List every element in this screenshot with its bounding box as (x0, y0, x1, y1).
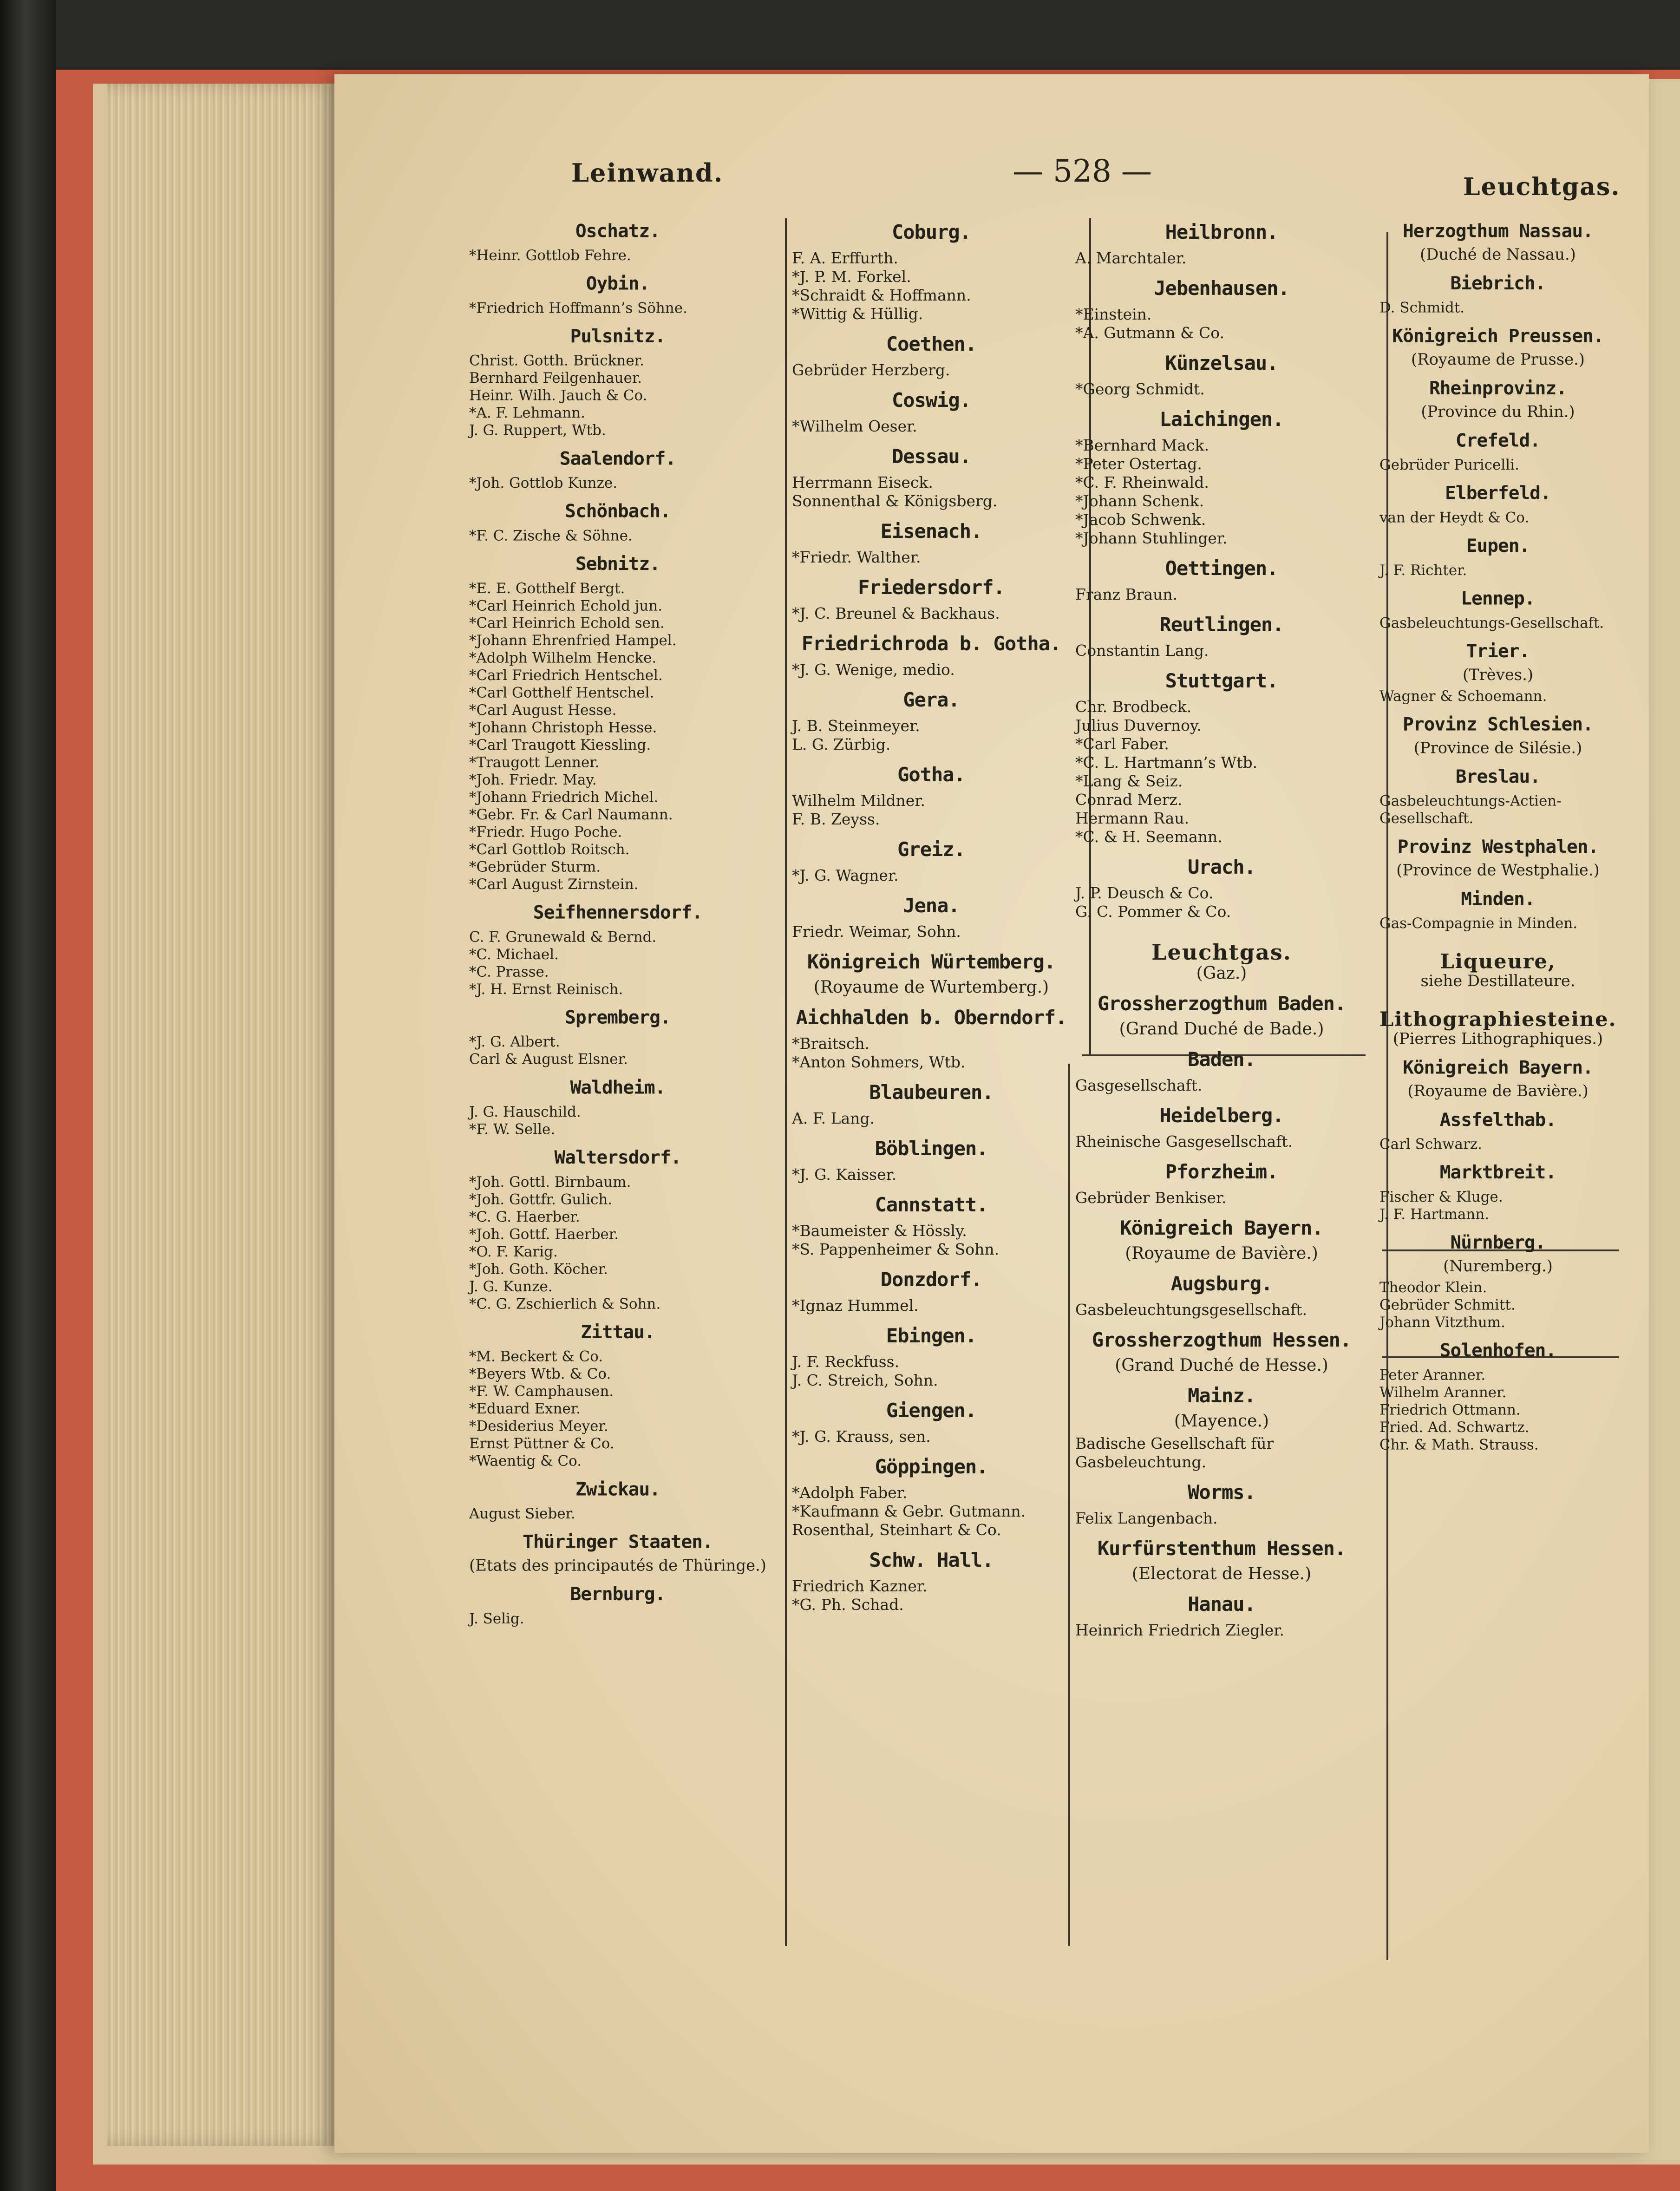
town-subheading: (Province de Westphalie.) (1396, 861, 1600, 880)
firm-entry: *C. & H. Seemann. (1075, 828, 1222, 846)
firm-entry: G. C. Pommer & Co. (1075, 903, 1231, 921)
firm-entry: *A. F. Lehmann. (469, 404, 585, 421)
firm-entry: *Carl Traugott Kiessling. (469, 736, 651, 753)
firm-entry: Sonnenthal & Königsberg. (792, 492, 998, 510)
firm-entry: *Lang & Seiz. (1075, 772, 1183, 790)
town-heading: Grossherzogthum Hessen. (1092, 1328, 1352, 1351)
firm-entry: *Friedrich Hoffmann’s Söhne. (469, 299, 687, 316)
firm-entry: *Carl August Zirnstein. (469, 875, 639, 893)
firm-entry: Friedrich Kazner. (792, 1577, 928, 1595)
town-heading: Coswig. (891, 389, 971, 412)
firm-entry: J. F. Hartmann. (1379, 1205, 1490, 1223)
firm-entry: Fischer & Kluge. (1379, 1188, 1503, 1205)
firm-entry: Fried. Ad. Schwartz. (1379, 1418, 1530, 1436)
firm-entry: *F. W. Selle. (469, 1120, 556, 1138)
town-heading: Pulsnitz. (570, 325, 666, 347)
town-heading: Rheinprovinz. (1429, 377, 1567, 399)
town-heading: Provinz Schlesien. (1403, 713, 1593, 735)
town-heading: Baden. (1188, 1048, 1255, 1071)
firm-entry: Wagner & Schoemann. (1379, 687, 1547, 705)
firm-entry: J. Selig. (469, 1609, 524, 1627)
town-subheading: (Province de Silésie.) (1413, 739, 1582, 757)
town-heading: Königreich Bayern. (1403, 1056, 1593, 1078)
town-heading: Sebnitz. (575, 553, 660, 575)
firm-entry: J. C. Streich, Sohn. (792, 1371, 938, 1389)
town-heading: Marktbreit. (1439, 1161, 1556, 1183)
town-heading: Saalendorf. (559, 447, 676, 469)
town-subheading: (Grand Duché de Bade.) (1119, 1020, 1324, 1039)
firm-entry: *Waentig & Co. (469, 1452, 582, 1470)
town-heading: Jena. (903, 894, 960, 917)
firm-entry: Hermann Rau. (1075, 809, 1190, 827)
firm-entry: Gasbeleuchtungs-Gesellschaft. (1379, 614, 1604, 631)
firm-entry: *Carl Friedrich Hentschel. (469, 667, 663, 684)
entry-note: Gasbeleuchtungs-Actien-Gesellschaft. (1379, 792, 1562, 827)
firm-entry: *Carl August Hesse. (469, 701, 617, 719)
town-heading: Heilbronn. (1165, 221, 1278, 243)
firm-entry: Gasgesellschaft. (1075, 1076, 1203, 1094)
firm-entry: D. Schmidt. (1379, 299, 1465, 316)
section-liqueure-subtitle: siehe Destillateure. (1420, 972, 1575, 990)
firm-entry: *Carl Heinrich Echold jun. (469, 597, 663, 614)
town-heading: Seifhennersdorf. (533, 902, 703, 923)
town-heading: Waldheim. (570, 1076, 666, 1098)
town-heading: Oybin. (586, 273, 650, 294)
firm-entry: Wilhelm Aranner. (1379, 1383, 1507, 1401)
town-subheading: (Royaume de Wurtemberg.) (813, 978, 1049, 997)
firm-entry: Heinr. Wilh. Jauch & Co. (469, 386, 647, 404)
firm-entry: *Johann Ehrenfried Hampel. (469, 632, 677, 649)
firm-entry: *Braitsch. (792, 1034, 870, 1053)
firm-entry: *Carl Heinrich Echold sen. (469, 614, 665, 632)
town-heading: Waltersdorf. (554, 1146, 681, 1168)
town-heading: Reutlingen. (1159, 613, 1284, 636)
firm-entry: Gebrüder Herzberg. (792, 361, 950, 379)
firm-entry: *C. Prasse. (469, 963, 549, 980)
firm-entry: *J. G. Albert. (469, 1033, 560, 1050)
column-2 (792, 211, 1071, 1614)
town-subheading: (Electorat de Hesse.) (1131, 1564, 1312, 1583)
column-4 (1379, 211, 1616, 1453)
town-heading: Blaubeuren. (869, 1081, 994, 1104)
firm-entry: L. G. Zürbig. (792, 735, 891, 753)
firm-entry: *C. G. Haerber. (469, 1208, 580, 1225)
town-heading: Göppingen. (875, 1455, 988, 1478)
town-heading: Künzelsau. (1165, 352, 1278, 374)
firm-entry: *Carl Gottlob Roitsch. (469, 840, 630, 858)
firm-entry: Franz Braun. (1075, 585, 1178, 603)
firm-entry: van der Heydt & Co. (1379, 509, 1530, 526)
firm-entry: *Schraidt & Hoffmann. (792, 286, 971, 304)
firm-entry: *Joh. Gottfr. Gulich. (469, 1190, 613, 1208)
section-liqueure-title: Liqueure, (1440, 949, 1556, 973)
town-subheading: (Royaume de Prusse.) (1411, 351, 1585, 369)
section-lithographiesteine-subtitle: (Pierres Lithographiques.) (1392, 1030, 1603, 1048)
firm-entry: F. A. Erffurth. (792, 249, 898, 267)
firm-entry: *Johann Friedrich Michel. (469, 788, 659, 806)
firm-entry: *C. Michael. (469, 945, 559, 963)
town-heading: Böblingen. (875, 1137, 988, 1160)
town-heading: Minden. (1461, 888, 1535, 909)
firm-entry: *Einstein. (1075, 305, 1152, 323)
firm-entry: A. Marchtaler. (1075, 249, 1187, 267)
town-heading: Coethen. (886, 333, 977, 355)
firm-entry: A. F. Lang. (792, 1109, 875, 1127)
town-heading: Coburg. (891, 221, 971, 243)
town-heading: Cannstatt. (875, 1193, 988, 1216)
firm-entry: J. G. Hauschild. (469, 1103, 581, 1120)
town-heading: Eisenach. (880, 520, 982, 543)
firm-entry: Chr. & Math. Strauss. (1379, 1436, 1539, 1453)
firm-entry: *Bernhard Mack. (1075, 436, 1209, 454)
firm-entry: *Johann Stuhlinger. (1075, 529, 1228, 547)
firm-entry: *Traugott Lenner. (469, 753, 600, 771)
town-heading: Königreich Preussen. (1392, 325, 1604, 347)
firm-entry: *Adolph Wilhelm Hencke. (469, 649, 657, 667)
town-subheading: (Royaume de Bavière.) (1407, 1082, 1588, 1100)
firm-entry: *C. L. Hartmann’s Wtb. (1075, 753, 1258, 772)
firm-entry: Rheinische Gasgesellschaft. (1075, 1132, 1293, 1151)
firm-entry: *Anton Sohmers, Wtb. (792, 1053, 966, 1071)
firm-entry: *Joh. Gottf. Haerber. (469, 1225, 619, 1243)
firm-entry: *Jacob Schwenk. (1075, 510, 1206, 529)
firm-entry: *Peter Ostertag. (1075, 455, 1202, 473)
firm-entry: Gebrüder Puricelli. (1379, 456, 1519, 473)
firm-entry: *J. G. Krauss, sen. (792, 1427, 931, 1445)
column-1 (469, 211, 766, 1627)
town-heading: Breslau. (1455, 765, 1541, 787)
firm-entry: Felix Langenbach. (1075, 1509, 1218, 1527)
firm-entry: *F. C. Zische & Söhne. (469, 527, 633, 544)
town-heading: Trier. (1466, 640, 1530, 662)
firm-entry: J. G. Ruppert, Wtb. (469, 421, 606, 439)
firm-entry: *Gebr. Fr. & Carl Naumann. (469, 806, 673, 823)
firm-entry: *Carl Faber. (1075, 735, 1169, 753)
town-heading: Königreich Bayern. (1120, 1216, 1323, 1239)
town-heading: Urach. (1188, 856, 1255, 878)
firm-entry: *O. F. Karig. (469, 1243, 558, 1260)
town-heading: Stuttgart. (1165, 669, 1278, 692)
town-heading: Lennep. (1461, 588, 1535, 609)
town-heading: Hanau. (1188, 1593, 1255, 1615)
firm-entry: *Kaufmann & Gebr. Gutmann. (792, 1502, 1026, 1520)
town-heading: Königreich Würtemberg. (807, 950, 1056, 973)
firm-entry: *Wilhelm Oeser. (792, 417, 917, 435)
firm-entry: *Friedr. Hugo Poche. (469, 823, 622, 841)
town-heading: Biebrich. (1450, 272, 1546, 294)
town-heading: Kurfürstenthum Hessen. (1097, 1537, 1346, 1560)
town-heading: Donzdorf. (880, 1268, 982, 1291)
firm-entry: *Friedr. Walther. (792, 548, 921, 566)
firm-entry: *C. F. Rheinwald. (1075, 473, 1209, 491)
town-heading: Heidelberg. (1159, 1104, 1284, 1127)
town-heading: Giengen. (886, 1399, 977, 1422)
town-subheading: (Duché de Nassau.) (1420, 246, 1576, 264)
firm-entry: Wilhelm Mildner. (792, 791, 926, 810)
firm-entry: *Johann Schenk. (1075, 492, 1204, 510)
town-subheading: (Trèves.) (1462, 666, 1534, 684)
firm-entry: August Sieber. (469, 1504, 575, 1522)
firm-entry: Heinrich Friedrich Ziegler. (1075, 1621, 1284, 1639)
firm-entry: Peter Aranner. (1379, 1366, 1486, 1383)
town-heading: Worms. (1188, 1481, 1255, 1504)
firm-entry: *S. Pappenheimer & Sohn. (792, 1240, 1000, 1258)
town-heading: Gera. (903, 688, 960, 711)
town-subheading: (Etats des principautés de Thüringe.) (469, 1557, 766, 1575)
firm-entry: Johann Vitzthum. (1379, 1313, 1505, 1331)
firm-entry: *J. G. Wagner. (792, 866, 899, 884)
town-heading: Bernburg. (570, 1583, 666, 1605)
firm-entry: *E. E. Gotthelf Bergt. (469, 579, 625, 597)
firm-entry: F. B. Zeyss. (792, 810, 880, 828)
firm-entry: *F. W. Camphausen. (469, 1382, 614, 1400)
header-left-title: Leinwand. (571, 158, 724, 188)
firm-entry: *Heinr. Gottlob Fehre. (469, 246, 631, 264)
firm-entry: Conrad Merz. (1075, 791, 1183, 809)
town-heading: Provinz Westphalen. (1397, 836, 1599, 857)
firm-entry: *J. G. Wenige, medio. (792, 661, 955, 679)
entry-note: Badische Gesellschaft für Gasbeleuchtung. (1075, 1434, 1274, 1471)
town-heading: Jebenhausen. (1154, 277, 1289, 300)
firm-entry: *Joh. Goth. Köcher. (469, 1260, 608, 1277)
firm-entry: Bernhard Feilgenhauer. (469, 369, 642, 386)
firm-entry: C. F. Grunewald & Bernd. (469, 928, 657, 945)
firm-entry: *Joh. Gottlob Kunze. (469, 474, 618, 491)
firm-entry: Friedrich Ottmann. (1379, 1401, 1521, 1418)
town-subheading: (Grand Duché de Hesse.) (1115, 1356, 1328, 1375)
book-spine (0, 0, 56, 2191)
firm-entry: *Desiderius Meyer. (469, 1417, 608, 1435)
page-number: — 528 — (1013, 153, 1152, 189)
town-heading: Friedersdorf. (858, 576, 1005, 599)
firm-entry: *J. H. Ernst Reinisch. (469, 980, 623, 998)
town-heading: Eupen. (1466, 535, 1530, 556)
town-subheading: (Royaume de Bavière.) (1125, 1244, 1318, 1263)
town-subheading: (Nuremberg.) (1443, 1257, 1553, 1275)
firm-entry: J. B. Steinmeyer. (792, 717, 920, 735)
town-heading: Oschatz. (575, 220, 660, 242)
firm-entry: Chr. Brodbeck. (1075, 698, 1192, 716)
firm-entry: *Joh. Gottl. Birnbaum. (469, 1173, 631, 1190)
firm-entry: Theodor Klein. (1379, 1278, 1487, 1296)
town-heading: Assfelthab. (1439, 1109, 1556, 1131)
header-right-title: Leuchtgas. (1463, 173, 1621, 201)
firm-entry: J. F. Reckfuss. (792, 1353, 900, 1371)
firm-entry: *J. C. Breunel & Backhaus. (792, 604, 1000, 622)
town-heading: Thüringer Staaten. (523, 1531, 713, 1553)
town-heading: Laichingen. (1159, 408, 1284, 431)
firm-entry: *G. Ph. Schad. (792, 1596, 904, 1614)
firm-entry: *Eduard Exner. (469, 1400, 581, 1417)
town-heading: Augsburg. (1170, 1272, 1273, 1295)
town-heading: Oettingen. (1165, 557, 1278, 580)
firm-entry: Friedr. Weimar, Sohn. (792, 922, 961, 941)
firm-entry: Rosenthal, Steinhart & Co. (792, 1521, 1001, 1539)
firm-entry: Constantin Lang. (1075, 641, 1209, 660)
firm-entry: *Ignaz Hummel. (792, 1296, 919, 1315)
town-heading: Zittau. (581, 1321, 655, 1343)
town-heading: Schw. Hall. (869, 1549, 994, 1571)
firm-entry: J. F. Richter. (1379, 561, 1467, 579)
town-heading: Dessau. (891, 445, 971, 468)
firm-entry: *Baumeister & Hössly. (792, 1222, 967, 1240)
town-heading: Pforzheim. (1165, 1160, 1278, 1183)
firm-entry: *M. Beckert & Co. (469, 1347, 603, 1365)
town-heading: Friedrichroda b. Gotha. (801, 632, 1061, 655)
town-heading: Greiz. (897, 838, 965, 861)
town-heading: Mainz. (1188, 1384, 1255, 1407)
firm-entry: *A. Gutmann & Co. (1075, 324, 1225, 342)
town-heading: Solenhofen. (1439, 1340, 1556, 1361)
firm-entry: Herrmann Eiseck. (792, 473, 933, 491)
firm-entry: J. P. Deusch & Co. (1075, 884, 1214, 902)
town-heading: Spremberg. (565, 1006, 671, 1028)
firm-entry: *Wittig & Hüllig. (792, 305, 923, 323)
town-heading: Crefeld. (1455, 429, 1541, 451)
firm-entry: Ernst Püttner & Co. (469, 1435, 614, 1452)
column-3 (1075, 211, 1368, 1640)
firm-entry: Carl Schwarz. (1379, 1135, 1482, 1152)
town-heading: Aichhalden b. Oberndorf. (796, 1006, 1067, 1029)
town-heading: Schönbach. (565, 500, 671, 522)
town-heading: Nürnberg. (1450, 1231, 1546, 1253)
town-subheading: (Province du Rhin.) (1421, 403, 1575, 421)
town-heading: Ebingen. (886, 1324, 977, 1347)
town-heading: Gotha. (897, 763, 965, 786)
town-heading: Zwickau. (575, 1478, 660, 1500)
firm-entry: Gasbeleuchtungsgesellschaft. (1075, 1301, 1307, 1319)
firm-entry: Christ. Gotth. Brückner. (469, 352, 644, 369)
section-leuchtgas-subtitle: (Gaz.) (1196, 964, 1247, 983)
firm-entry: *Carl Gotthelf Hentschel. (469, 684, 654, 701)
firm-entry: *Georg Schmidt. (1075, 380, 1205, 398)
firm-entry: Julius Duvernoy. (1075, 716, 1202, 734)
firm-entry: *C. G. Zschierlich & Sohn. (469, 1295, 661, 1312)
town-heading: Grossherzogthum Baden. (1097, 992, 1346, 1015)
town-heading: Elberfeld. (1445, 482, 1551, 504)
town-heading: Herzogthum Nassau. (1403, 220, 1593, 242)
firm-entry: Gebrüder Benkiser. (1075, 1189, 1227, 1207)
town-subheading: (Mayence.) (1174, 1412, 1269, 1431)
column-rule-1 (785, 218, 787, 1946)
firm-entry: *Johann Christoph Hesse. (469, 719, 657, 736)
firm-entry: *Beyers Wtb. & Co. (469, 1365, 611, 1382)
firm-entry: *Gebrüder Sturm. (469, 858, 601, 875)
firm-entry: Carl & August Elsner. (469, 1050, 628, 1068)
firm-entry: *Joh. Friedr. May. (469, 771, 597, 788)
firm-entry: Gas-Compagnie in Minden. (1379, 915, 1578, 932)
firm-entry: J. G. Kunze. (469, 1277, 553, 1295)
firm-entry: Gebrüder Schmitt. (1379, 1296, 1516, 1313)
firm-entry: *Adolph Faber. (792, 1484, 908, 1502)
page-fore-edge (107, 84, 344, 2146)
section-leuchtgas-title: Leuchtgas. (1151, 940, 1292, 965)
firm-entry: *J. P. M. Forkel. (792, 268, 911, 286)
section-lithographiesteine-title: Lithographiesteine. (1379, 1007, 1617, 1031)
firm-entry: *J. G. Kaisser. (792, 1165, 897, 1184)
